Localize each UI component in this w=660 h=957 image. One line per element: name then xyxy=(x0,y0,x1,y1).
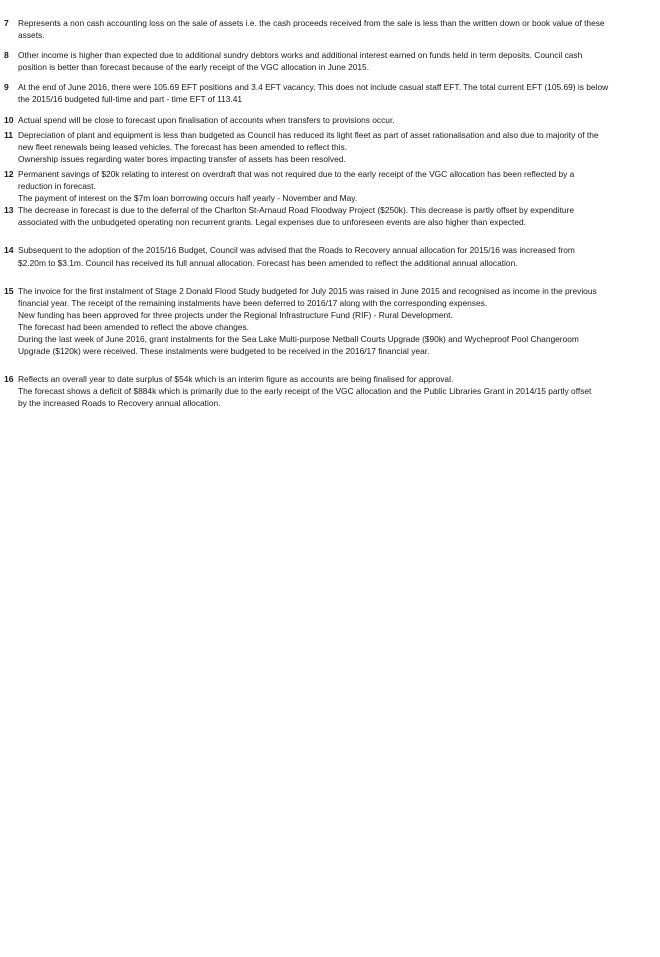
note-number: 8 xyxy=(4,50,9,61)
note-line: The forecast shows a deficit of $884k which is primarily due to the early receipt of the VGC allocation and the Public Libraries Grant in 2014/15 partly offset xyxy=(18,386,592,397)
note-line: At the end of June 2016, there were 105.69 EFT positions and 3.4 EFT vacancy. This does not include casual staff EFT. The total current EFT (105.69) is below xyxy=(18,82,609,93)
note-line: new fleet renewals being leased vehicles. The forecast has been amended to reflect this. xyxy=(18,141,347,152)
note-line: The invoice for the first instalment of Stage 2 Donald Flood Study budgeted for July 2015 was raised in June 2015 and recognised as income in the previous xyxy=(18,285,597,296)
note-line: New funding has been approved for three projects under the Regional Infrastructure Fund (RIF) - Rural Development. xyxy=(18,309,453,320)
note-line: assets. xyxy=(18,30,45,41)
note-13 xyxy=(0,204,660,228)
note-line: the 2015/16 budgeted full-time and part - time EFT of 113.41 xyxy=(18,94,243,105)
note-number: 16 xyxy=(4,374,14,385)
note-line: reduction in forecast. xyxy=(18,181,96,192)
note-number: 13 xyxy=(4,205,14,216)
note-line: During the last week of June 2016, grant instalments for the Sea Lake Multi-purpose Netball Courts Upgrade ($90k) and Wycheproof Pool Changeroom xyxy=(18,333,579,344)
note-number: 14 xyxy=(4,245,14,256)
note-line: Other income is higher than expected due to additional sundry debtors works and additional interest earned on funds held in term deposits. Council cash xyxy=(18,50,583,61)
note-line: Actual spend will be close to forecast upon finalisation of accounts when transfers to provisions occur. xyxy=(18,114,395,125)
note-line: The decrease in forecast is due to the deferral of the Charlton St-Arnaud Road Floodway Project ($250k). This decrease is partly offset by expenditure xyxy=(18,205,574,216)
note-14 xyxy=(0,244,660,268)
note-line: Represents a non cash accounting loss on the sale of assets i.e. the cash proceeds received from the sale is less than the written down or book value of these xyxy=(18,18,605,28)
note-line: The forecast had been amended to reflect the above changes. xyxy=(18,321,249,332)
note-12 xyxy=(0,168,660,204)
note-line: $2.20m to $3.1m. Council has received its full annual allocation. Forecast has been amended to reflect the additional annual allocation. xyxy=(18,257,518,268)
note-line: Permanent savings of $20k relating to interest on overdraft that was not required due to the early receipt of the VGC allocation has been reflected by a xyxy=(18,168,575,179)
note-line: Upgrade ($120k) were received. These instalments were budgeted to be received in the 2016/17 financial year. xyxy=(18,346,430,357)
note-number: 9 xyxy=(4,82,9,93)
note-number: 11 xyxy=(4,129,14,140)
note-line: Subsequent to the adoption of the 2015/16 Budget, Council was advised that the Roads to Recovery annual allocation for 2015/16 was increased from xyxy=(18,245,575,256)
note-15 xyxy=(0,285,660,358)
note-line: position is better than forecast because of the early receipt of the VGC allocation in June 2015. xyxy=(18,62,370,73)
note-16 xyxy=(0,373,660,409)
note-8 xyxy=(0,49,660,73)
note-number: 12 xyxy=(4,168,14,179)
note-11 xyxy=(0,129,660,165)
note-line: financial year. The receipt of the remaining instalments have been deferred to 2016/17 along with the corresponding expenses. xyxy=(18,297,488,308)
note-line: associated with the unbudgeted operating non recurrent grants. Legal expenses due to unforeseen events are also higher than expected. xyxy=(18,217,526,228)
note-number: 7 xyxy=(4,18,9,28)
note-line: Reflects an overall year to date surplus of $54k which is an interim figure as accounts are being finalised for approval. xyxy=(18,374,454,385)
note-9 xyxy=(0,81,660,105)
note-line: The payment of interest on the $7m loan borrowing occurs half yearly - November and May. xyxy=(18,193,358,204)
note-number: 10 xyxy=(4,114,14,125)
note-10 xyxy=(0,114,660,126)
note-line: Ownership issues regarding water bores impacting transfer of assets has been resolved. xyxy=(18,153,346,164)
note-number: 15 xyxy=(4,285,14,296)
note-7 xyxy=(0,17,660,41)
note-line: Depreciation of plant and equipment is less than budgeted as Council has reduced its light fleet as part of asset rationalisation and also due to majority of the xyxy=(18,129,599,140)
note-line: by the increased Roads to Recovery annual allocation. xyxy=(18,398,221,409)
notes-list xyxy=(0,17,660,409)
